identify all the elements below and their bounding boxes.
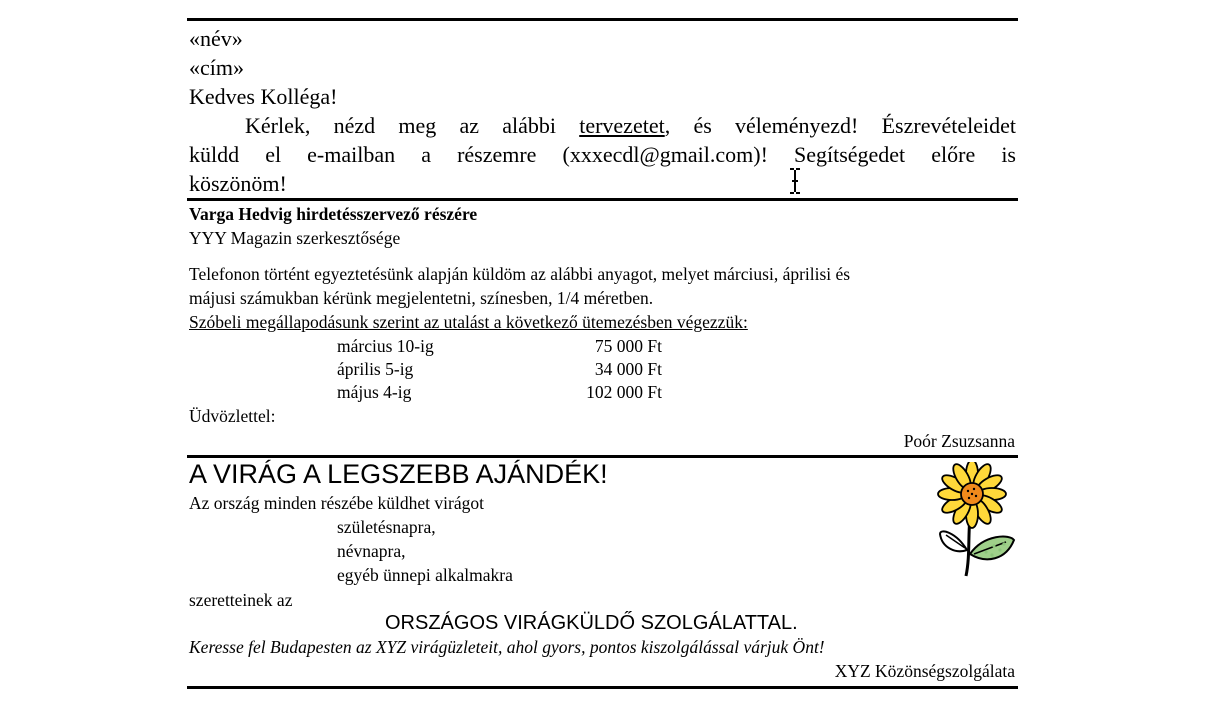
draft-link[interactable]: tervezetet (579, 113, 665, 138)
body-line-1-end: , és véleményezd! Észrevételeidet (664, 113, 1016, 138)
schedule-amount: 34 000 Ft (594, 359, 662, 379)
schedule-amount: 75 000 Ft (594, 336, 662, 356)
occasion-item: névnapra, (337, 541, 406, 561)
service-name: ORSZÁGOS VIRÁGKÜLDŐ SZOLGÁLATTAL. (385, 612, 798, 634)
greeting: Kedves Kolléga! (189, 84, 338, 109)
occasion-item: egyéb ünnepi alkalmakra (337, 565, 513, 585)
schedule-date: április 5-ig (337, 359, 414, 379)
ad-line-1: Az ország minden részébe küldhet virágot (189, 493, 484, 513)
body-line-2: küldd el e-mailban a részemre (xxxecdl@gmail.com)! Segítségedet előre is (189, 142, 1016, 167)
organization: YYY Magazin szerkesztősége (189, 228, 401, 248)
ad-tagline: Keresse fel Budapesten az XYZ virágüzleteit, ahol gyors, pontos kiszolgálással várjuk Önt! (189, 637, 825, 657)
paragraph-line-2: májusi számukban kérünk megjelentetni, színesben, 1/4 méretben. (189, 288, 654, 308)
section-rule-2 (187, 455, 1018, 458)
body-line-1 (189, 113, 1016, 139)
address-field: «cím» (189, 55, 244, 80)
schedule-amount: 102 000 Ft (586, 382, 662, 402)
document-page (187, 0, 1018, 702)
schedule-date: március 10-ig (337, 336, 434, 356)
text-cursor-icon (787, 168, 803, 199)
section-rule-1 (187, 198, 1018, 201)
ad-headline: A VIRÁG A LEGSZEBB AJÁNDÉK! (189, 459, 608, 489)
flower-icon (934, 462, 1018, 585)
occasion-item: születésnapra, (337, 517, 436, 537)
body-line-1-start: Kérlek, nézd meg az alábbi (245, 113, 580, 138)
body-line-3: köszönöm! (189, 171, 287, 196)
name-field: «név» (189, 26, 243, 51)
ad-sender: XYZ Közönségszolgálata (834, 661, 1015, 681)
paragraph-line-1: Telefonon történt egyeztetésünk alapján küldöm az alábbi anyagot, melyet márciusi, áprilisi és (189, 264, 851, 284)
closing: Üdvözlettel: (189, 406, 276, 426)
schedule-intro: Szóbeli megállapodásunk szerint az utalást a következő ütemezésben végezzük: (189, 312, 748, 332)
recipient: Varga Hedvig hirdetésszervező részére (189, 204, 478, 224)
ad-line-2: szeretteinek az (189, 590, 293, 610)
bottom-rule (187, 686, 1018, 689)
top-rule (187, 18, 1018, 21)
signature: Poór Zsuzsanna (903, 431, 1015, 451)
schedule-date: május 4-ig (337, 382, 412, 402)
